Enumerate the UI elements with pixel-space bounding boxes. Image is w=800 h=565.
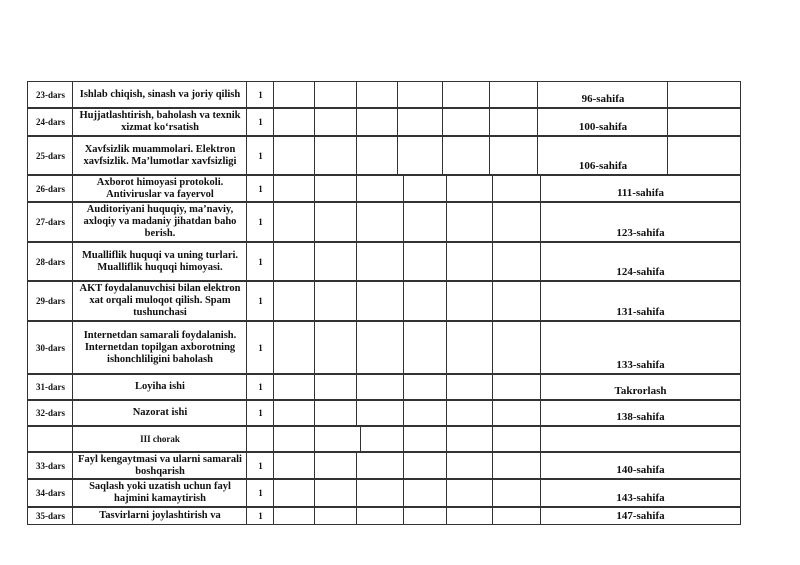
empty-cell (446, 507, 493, 525)
empty-cell (273, 452, 315, 479)
hours-cell: 1 (246, 374, 274, 400)
hours-cell: 1 (246, 479, 274, 507)
hours-cell: 1 (246, 242, 274, 281)
lesson-number-cell: 27-dars (27, 202, 73, 242)
lesson-number-cell: 30-dars (27, 321, 73, 374)
table-row (27, 136, 740, 175)
empty-cell (314, 374, 357, 400)
empty-cell (442, 136, 490, 175)
topic-cell: Loyiha ishi (72, 374, 247, 400)
empty-cell (489, 108, 538, 136)
topic-cell: Fayl kengaytmasi va ularni samarali boshqarish (72, 452, 247, 479)
empty-cell (446, 400, 493, 426)
empty-cell (492, 452, 541, 479)
empty-cell (273, 81, 315, 108)
empty-cell (356, 374, 404, 400)
page-reference-cell: 106-sahifa (537, 136, 668, 175)
lesson-number-cell: 25-dars (27, 136, 73, 175)
hours-cell (246, 426, 274, 452)
empty-cell (667, 108, 741, 136)
empty-cell (446, 202, 493, 242)
topic-cell: Mualliflik huquqi va uning turlari. Mualliflik huquqi himoyasi. (72, 242, 247, 281)
topic-cell: Tasvirlarni joylashtirish va (72, 507, 247, 525)
empty-cell (356, 321, 404, 374)
empty-cell (314, 452, 357, 479)
empty-cell (442, 108, 490, 136)
empty-cell (314, 242, 357, 281)
page-reference-cell: 133-sahifa (540, 321, 741, 374)
empty-cell (667, 81, 741, 108)
empty-cell (403, 479, 447, 507)
empty-cell (403, 202, 447, 242)
empty-cell (492, 374, 541, 400)
page-reference-cell: 111-sahifa (540, 175, 741, 202)
empty-cell (403, 507, 447, 525)
empty-cell (356, 242, 404, 281)
empty-cell (273, 202, 315, 242)
table-row (27, 175, 740, 202)
empty-cell (273, 281, 315, 321)
empty-cell (356, 175, 404, 202)
empty-cell (356, 452, 404, 479)
empty-cell (492, 281, 541, 321)
empty-cell (314, 426, 361, 452)
table-row (27, 242, 740, 281)
topic-cell: Nazorat ishi (72, 400, 247, 426)
empty-cell (273, 374, 315, 400)
empty-cell (314, 108, 357, 136)
empty-cell (273, 108, 315, 136)
lesson-number-cell (27, 426, 73, 452)
empty-cell (446, 175, 493, 202)
table-row (27, 108, 740, 136)
empty-cell (446, 374, 493, 400)
table-row (27, 374, 740, 400)
lesson-number-cell: 33-dars (27, 452, 73, 479)
empty-cell (492, 202, 541, 242)
empty-cell (492, 242, 541, 281)
lesson-number-cell: 31-dars (27, 374, 73, 400)
hours-cell: 1 (246, 507, 274, 525)
table-row (27, 507, 740, 525)
empty-cell (356, 202, 404, 242)
empty-cell (492, 175, 541, 202)
table-row (27, 202, 740, 242)
hours-cell: 1 (246, 400, 274, 426)
empty-cell (314, 81, 357, 108)
empty-cell (314, 321, 357, 374)
table-row (27, 400, 740, 426)
hours-cell: 1 (246, 175, 274, 202)
topic-cell: Axborot himoyasi protokoli. Antiviruslar va fayervol (72, 175, 247, 202)
empty-cell (403, 374, 447, 400)
empty-cell (314, 175, 357, 202)
hours-cell: 1 (246, 321, 274, 374)
page-reference-cell: 124-sahifa (540, 242, 741, 281)
empty-cell (314, 507, 357, 525)
empty-cell (314, 400, 357, 426)
empty-cell (403, 281, 447, 321)
empty-cell (667, 136, 741, 175)
empty-cell (492, 426, 541, 452)
page-reference-cell: 123-sahifa (540, 202, 741, 242)
empty-cell (273, 175, 315, 202)
lesson-number-cell: 32-dars (27, 400, 73, 426)
empty-cell (314, 136, 357, 175)
topic-cell: Auditoriyani huquqiy, ma’naviy, axloqiy va madaniy jihatdan baho berish. (72, 202, 247, 242)
hours-cell: 1 (246, 136, 274, 175)
page-reference-cell: 138-sahifa (540, 400, 741, 426)
empty-cell (492, 507, 541, 525)
hours-cell: 1 (246, 108, 274, 136)
empty-cell (314, 281, 357, 321)
table-row (27, 281, 740, 321)
empty-cell (356, 479, 404, 507)
empty-cell (360, 426, 404, 452)
empty-cell (273, 479, 315, 507)
empty-cell (403, 175, 447, 202)
page-reference-cell: 96-sahifa (537, 81, 668, 108)
empty-cell (273, 136, 315, 175)
topic-cell: Internetdan samarali foydalanish. Internetdan topilgan axborotning ishonchliligini baholash (72, 321, 247, 374)
page-reference-cell: 147-sahifa (540, 507, 741, 525)
lesson-number-cell: 29-dars (27, 281, 73, 321)
table-row (27, 452, 740, 479)
empty-cell (356, 136, 398, 175)
empty-cell (492, 479, 541, 507)
lesson-number-cell: 28-dars (27, 242, 73, 281)
hours-cell: 1 (246, 452, 274, 479)
empty-cell (492, 321, 541, 374)
empty-cell (356, 81, 398, 108)
empty-cell (397, 81, 443, 108)
empty-cell (403, 321, 447, 374)
table-row (27, 321, 740, 374)
empty-cell (446, 479, 493, 507)
topic-cell: AKT foydalanuvchisi bilan elektron xat orqali muloqot qilish. Spam tushunchasi (72, 281, 247, 321)
empty-cell (397, 136, 443, 175)
empty-cell (397, 108, 443, 136)
empty-cell (446, 281, 493, 321)
table-row (27, 479, 740, 507)
empty-cell (314, 479, 357, 507)
empty-cell (273, 400, 315, 426)
empty-cell (446, 321, 493, 374)
empty-cell (403, 400, 447, 426)
empty-cell (314, 202, 357, 242)
empty-cell (356, 507, 404, 525)
page-reference-cell (540, 426, 741, 452)
page-reference-cell: 143-sahifa (540, 479, 741, 507)
empty-cell (273, 426, 315, 452)
lesson-number-cell: 35-dars (27, 507, 73, 525)
empty-cell (446, 452, 493, 479)
hours-cell: 1 (246, 202, 274, 242)
quarter-heading-cell: III chorak (72, 426, 247, 452)
topic-cell: Saqlash yoki uzatish uchun fayl hajmini kamaytirish (72, 479, 247, 507)
hours-cell: 1 (246, 81, 274, 108)
empty-cell (356, 281, 404, 321)
empty-cell (446, 426, 493, 452)
page-reference-cell: 100-sahifa (537, 108, 668, 136)
empty-cell (273, 507, 315, 525)
page-reference-cell: Takrorlash (540, 374, 741, 400)
topic-cell: Xavfsizlik muammolari. Elektron xavfsizlik. Ma’lumotlar xavfsizligi (72, 136, 247, 175)
lesson-number-cell: 23-dars (27, 81, 73, 108)
lesson-number-cell: 26-dars (27, 175, 73, 202)
empty-cell (403, 452, 447, 479)
table-row (27, 81, 740, 108)
empty-cell (492, 400, 541, 426)
lesson-number-cell: 34-dars (27, 479, 73, 507)
empty-cell (403, 242, 447, 281)
empty-cell (273, 242, 315, 281)
page-reference-cell: 131-sahifa (540, 281, 741, 321)
empty-cell (446, 242, 493, 281)
lesson-number-cell: 24-dars (27, 108, 73, 136)
topic-cell: Hujjatlashtirish, baholash va texnik xizmat ko‘rsatish (72, 108, 247, 136)
table-row (27, 426, 740, 452)
hours-cell: 1 (246, 281, 274, 321)
empty-cell (273, 321, 315, 374)
topic-cell: Ishlab chiqish, sinash va joriy qilish (72, 81, 247, 108)
empty-cell (489, 81, 538, 108)
empty-cell (403, 426, 447, 452)
empty-cell (489, 136, 538, 175)
page-reference-cell: 140-sahifa (540, 452, 741, 479)
empty-cell (356, 400, 404, 426)
empty-cell (442, 81, 490, 108)
empty-cell (356, 108, 398, 136)
